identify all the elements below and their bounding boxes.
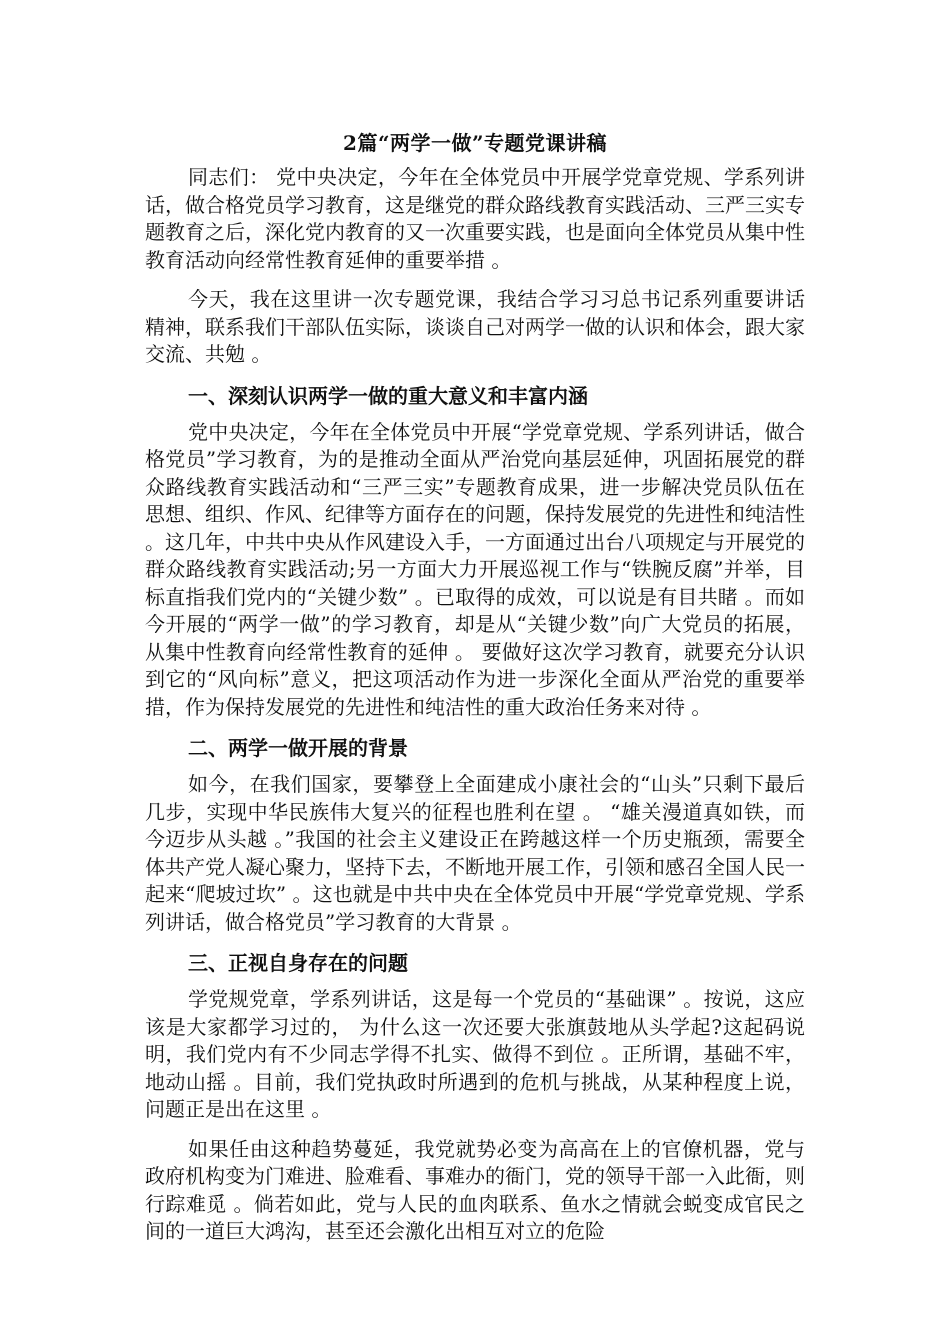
document-title: 2篇“两学一做”专题党课讲稿 xyxy=(343,131,607,155)
section-heading: 三、正视自身存在的问题 xyxy=(188,951,408,975)
paragraph: 学党规党章，学系列讲话，这是每一个党员的“基础课” 。按说，这应该是大家都学习过的， 为什么这一次还要大张旗鼓地从头学起?这起码说明，我们党内有不少同志学得不扎实、做得不到位 。正所谓，基础不牢，地动山摇 。目前，我们党执政时所遇到的危机与挑战，从某种程度上说，问题正是出在这里 。 xyxy=(145,987,805,1121)
section-heading: 一、深刻认识两学一做的重大意义和丰富内涵 xyxy=(188,383,588,408)
paragraph: 如今，在我们国家，要攀登上全面建成小康社会的“山头”只剩下最后几步，实现中华民族伟大复兴的征程也胜利在望 。 “雄关漫道真如铁，而今迈步从头越 。”我国的社会主义建设正在跨越这样一个历史瓶颈，需要全体共产党人凝心聚力，坚持下去，不断地开展工作，引领和感召全国人民一起来“爬坡过坎” 。这也就是中共中央在全体党员中开展“学党章党规、学系列讲话，做合格党员”学习教育的大背景 。 xyxy=(145,772,805,934)
paragraph: 党中央决定，今年在全体党员中开展“学党章党规、学系列讲话，做合格党员”学习教育，为的是推动全面从严治党向基层延伸，巩固拓展党的群众路线教育实践活动和“三严三实”专题教育成果，进一步解决党员队伍在思想、组织、作风、纪律等方面存在的问题，保持发展党的先进性和纯洁性 。这几年，中共中央从作风建设入手，一方面通过出台八项规定与开展党的群众路线教育实践活动;另一方面大力开展巡视工作与“铁腕反腐”并举，目标直指我们党内的“关键少数” 。已取得的成效，可以说是有目共睹 。而如今开展的“两学一做”的学习教育，却是从“关键少数”向广大党员的拓展，从集中性教育向经常性教育的延伸 。 要做好这次学习教育，就要充分认识到它的“风向标”意义，把这项活动作为进一步深化全面从严治党的重要举措，作为保持发展党的先进性和纯洁性的重大政治任务来对待 。 xyxy=(145,419,805,719)
paragraph: 今天，我在这里讲一次专题党课，我结合学习习总书记系列重要讲话精神，联系我们干部队伍实际，谈谈自己对两学一做的认识和体会，跟大家交流、共勉 。 xyxy=(145,287,805,366)
section-heading: 二、两学一做开展的背景 xyxy=(188,736,408,760)
paragraph: 如果任由这种趋势蔓延，我党就势必变为高高在上的官僚机器，党与政府机构变为门难进、脸难看、事难办的衙门，党的领导干部一入此衙，则行踪难觅 。倘若如此，党与人民的血肉联系、鱼水之情就会蜕变成官民之间的一道巨大鸿沟，甚至还会激化出相互对立的危险 xyxy=(145,1136,805,1243)
document-page xyxy=(145,128,805,1258)
paragraph: 同志们： 党中央决定，今年在全体党员中开展学党章党规、学系列讲话，做合格党员学习教育，这是继党的群众路线教育实践活动、三严三实专题教育之后，深化党内教育的又一次重要实践，也是面向全体党员从集中性教育活动向经常性教育延伸的重要举措 。 xyxy=(145,165,805,272)
